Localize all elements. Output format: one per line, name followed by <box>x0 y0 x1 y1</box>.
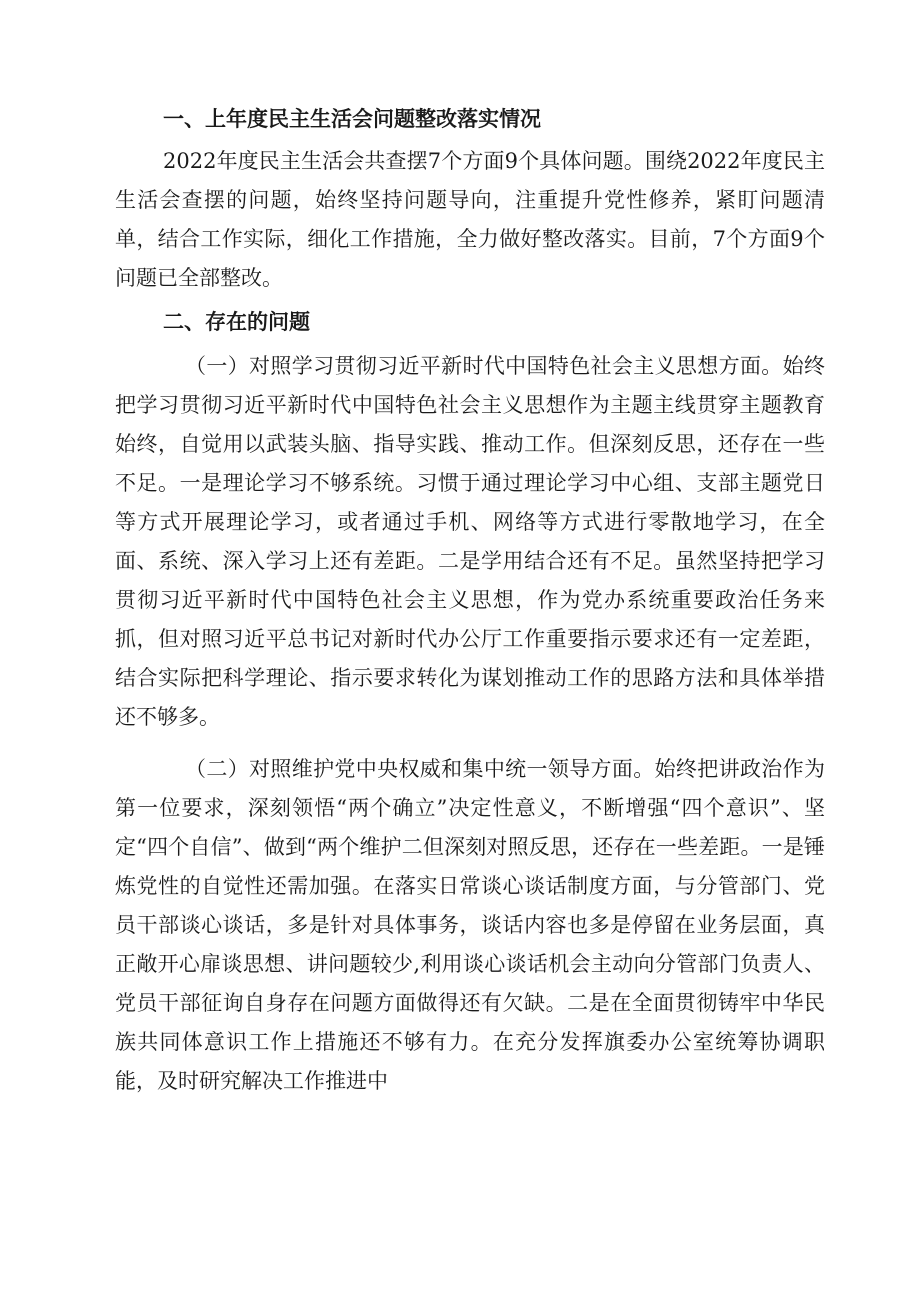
section-1-paragraph: 2022年度民主生活会共查摆7个方面9个具体问题。围绕2022年度民主生活会查摆的问题，始终坚持问题导向，注重提升党性修养，紧盯问题清单，结合工作实际，细化工作措施，全力做好整改落实。目前，7个方面9个问题已全部整改。 <box>115 149 825 290</box>
section-heading-2: 二、存在的问题 <box>163 310 310 334</box>
section-2-paragraph-2: （二）对照维护党中央权威和集中统一领导方面。始终把讲政治作为第一位要求，深刻领悟“两个确立”决定性意义，不断增强“四个意识”、坚定“四个自信”、做到“两个维护二但深刻对照反思，还存在一些差距。一是锤炼党性的自觉性还需加强。在落实日常谈心谈话制度方面，与分管部门、党员干部谈心谈话，多是针对具体事务，谈话内容也多是停留在业务层面，真正敞开心扉谈思想、讲问题较少,利用谈心谈话机会主动向分管部门负责人、党员干部征询自身存在问题方面做得还有欠缺。二是在全面贯彻铸牢中华民族共同体意识工作上措施还不够有力。在充分发挥旗委办公室统筹协调职能，及时研究解决工作推进中 <box>115 757 825 1093</box>
section-2-paragraph-1: （一）对照学习贯彻习近平新时代中国特色社会主义思想方面。始终把学习贯彻习近平新时代中国特色社会主义思想作为主题主线贯穿主题教育始终，自觉用以武装头脑、指导实践、推动工作。但深刻反思，还存在一些不足。一是理论学习不够系统。习惯于通过理论学习中心组、支部主题党日等方式开展理论学习，或者通过手机、网络等方式进行零散地学习，在全面、系统、深入学习上还有差距。二是学用结合还有不足。虽然坚持把学习贯彻习近平新时代中国特色社会主义思想，作为党办系统重要政治任务来抓，但对照习近平总书记对新时代办公厅工作重要指示要求还有一定差距，结合实际把科学理论、指示要求转化为谋划推动工作的思路方法和具体举措还不够多。 <box>115 354 825 729</box>
section-heading-1: 一、上年度民主生活会问题整改落实情况 <box>163 107 541 131</box>
document-body <box>115 98 825 1101</box>
